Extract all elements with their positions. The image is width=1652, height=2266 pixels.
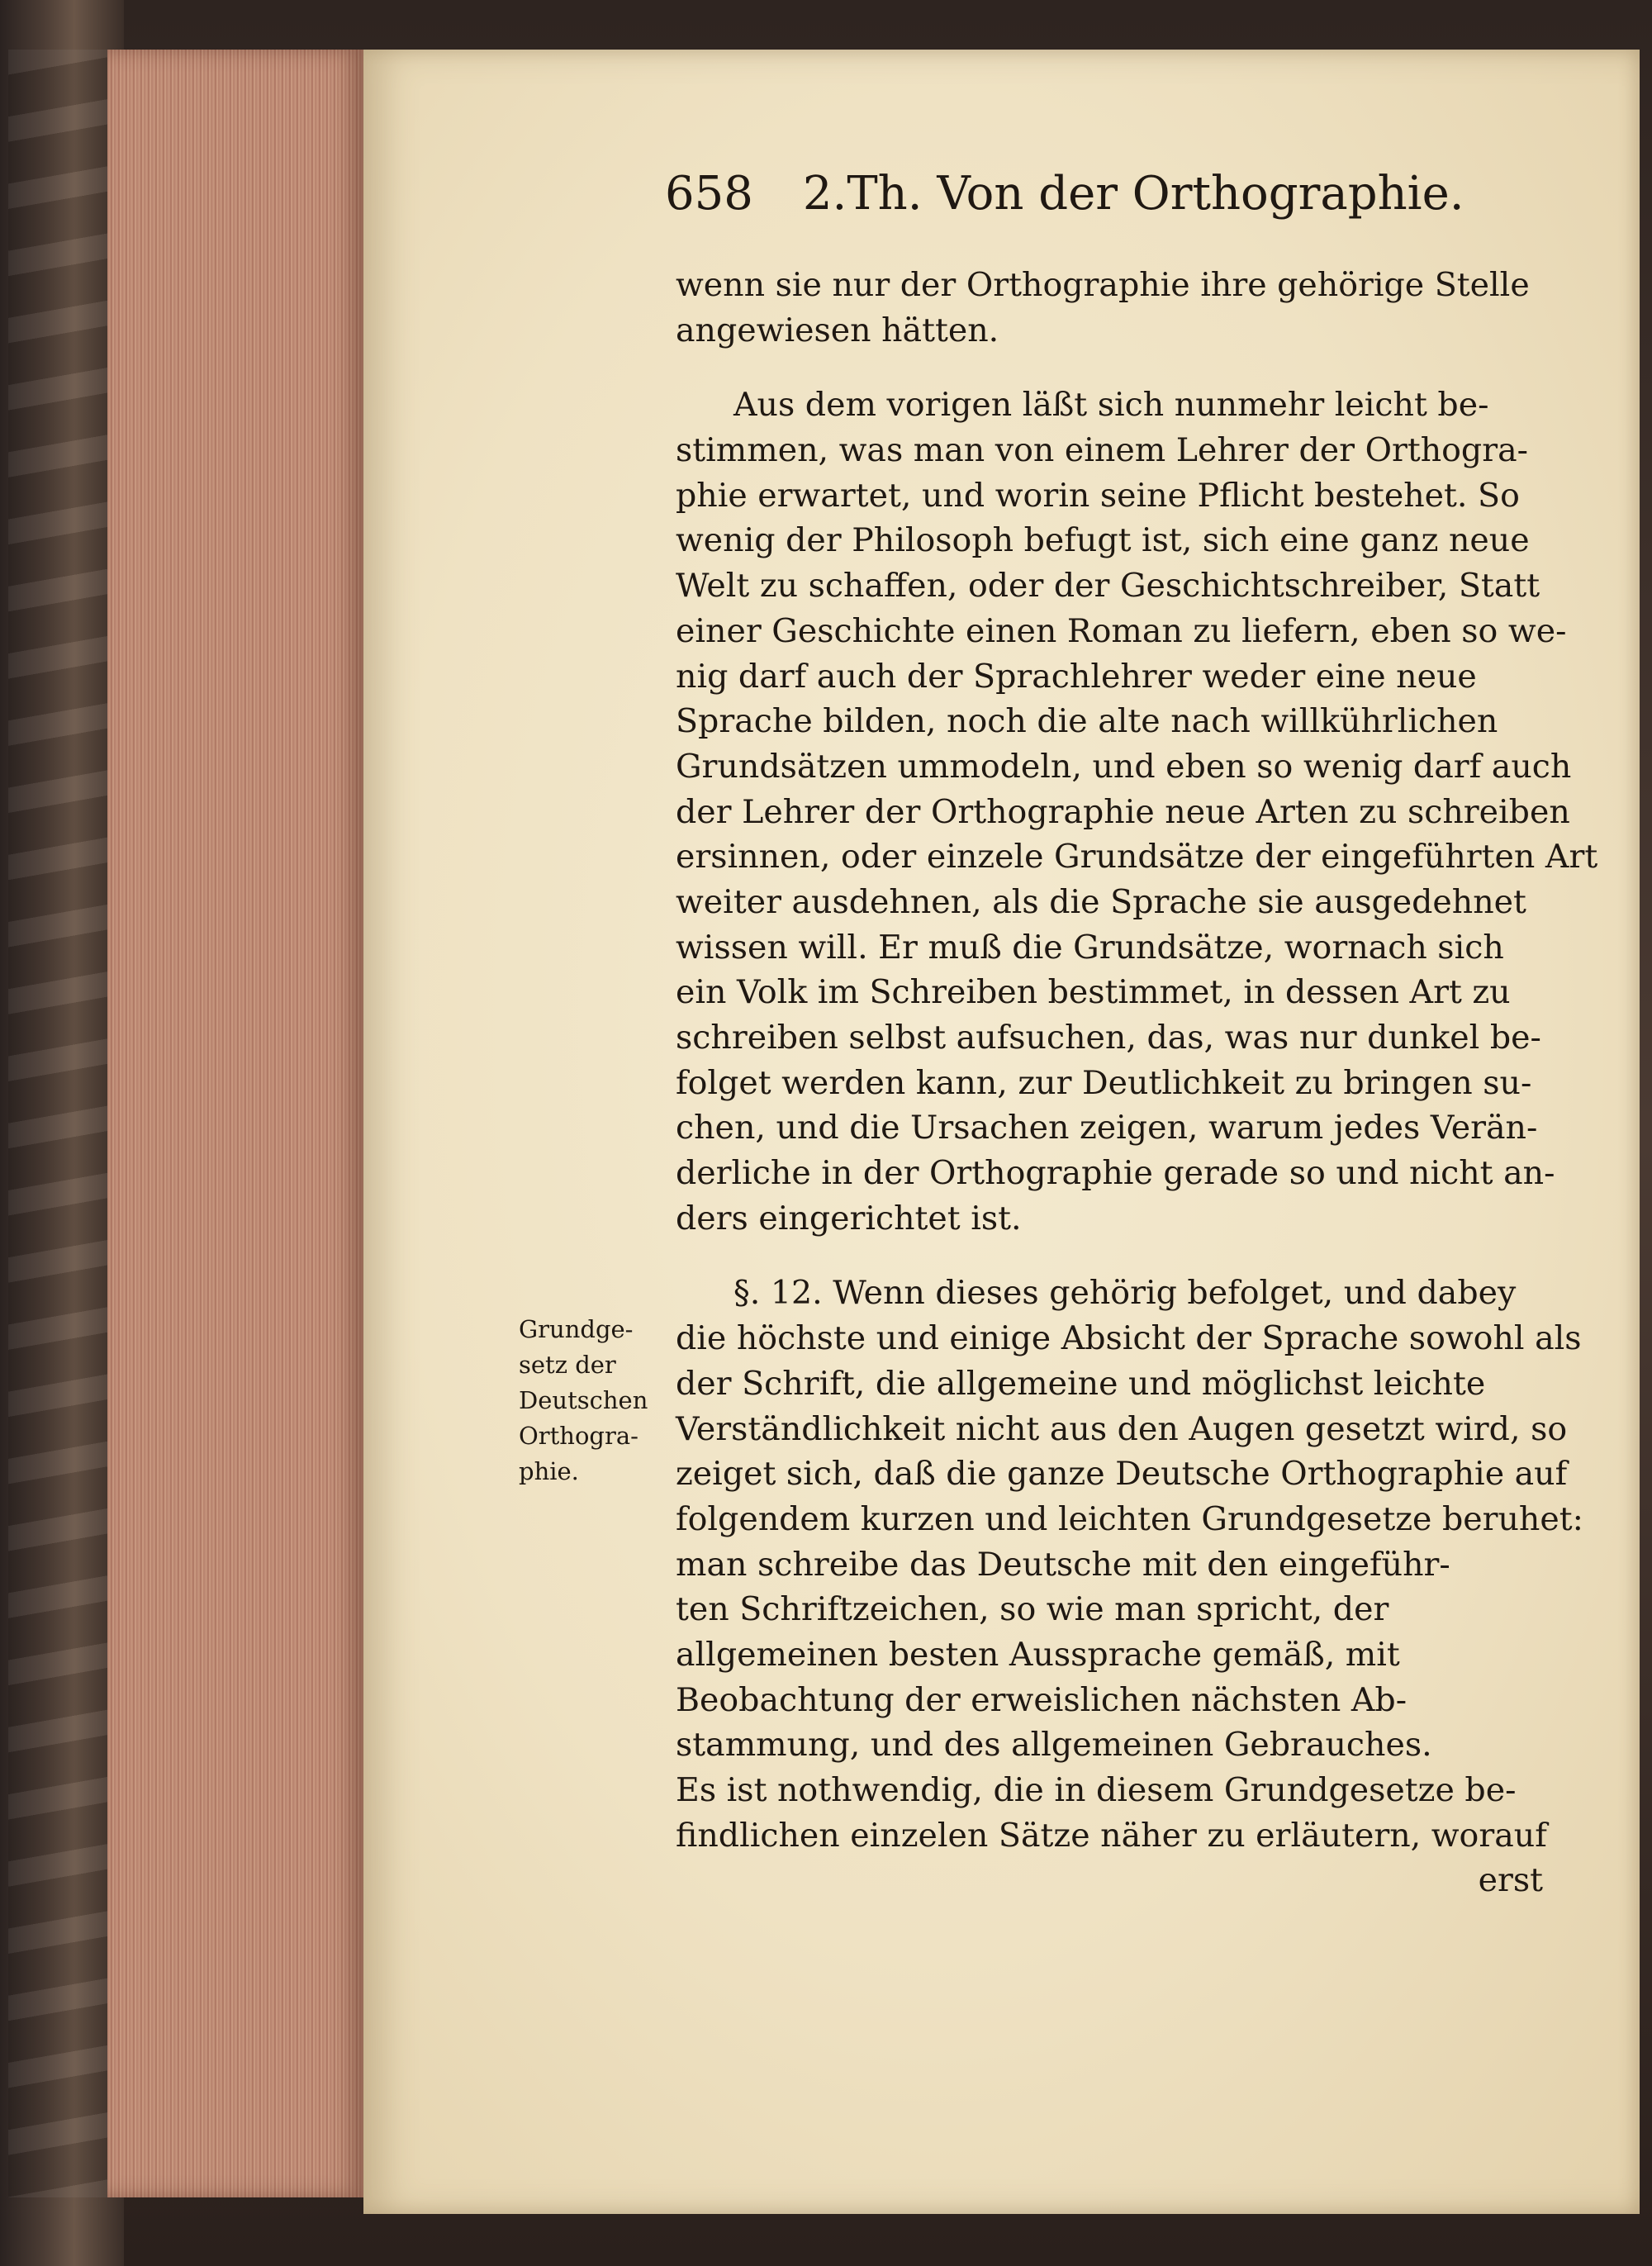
text-line: folgendem kurzen und leichten Grundgesetze beruhet: — [676, 1499, 1583, 1538]
marginal-note-line: Deutschen — [519, 1386, 648, 1414]
marginal-note-line: Grundge- — [519, 1315, 634, 1343]
text-line: derliche in der Orthographie gerade so und nicht an- — [676, 1154, 1555, 1193]
main-text — [676, 263, 1598, 1903]
text-line: der Lehrer der Orthographie neue Arten zu schreiben — [676, 792, 1570, 831]
text-line: wissen will. Er muß die Grundsätze, wornach sich — [676, 928, 1504, 967]
text-line: ersinnen, oder einzele Grundsätze der eingeführten Art — [676, 838, 1598, 876]
running-header — [665, 165, 1464, 223]
text-line: angewiesen hätten. — [676, 311, 999, 349]
text-line: schreiben selbst aufsuchen, das, was nur dunkel be- — [676, 1019, 1541, 1057]
text-line: folget werden kann, zur Deutlichkeit zu bringen su- — [676, 1063, 1532, 1102]
text-line: Welt zu schaffen, oder der Geschichtschreiber, Statt — [676, 567, 1540, 606]
text-line: findlichen einzelen Sätze näher zu erläutern, worauf — [676, 1816, 1547, 1855]
text-line: Aus dem vorigen läßt sich nunmehr leicht be- — [733, 386, 1489, 425]
marginal-note-line: setz der — [519, 1351, 616, 1379]
catchword: erst — [1478, 1861, 1543, 1900]
section-12-first-line: §. 12. Wenn dieses gehörig befolget, und dabey — [733, 1274, 1517, 1313]
text-line: einer Geschichte einen Roman zu liefern, eben so we- — [676, 611, 1567, 650]
text-line: phie erwartet, und worin seine Pflicht bestehet. So — [676, 476, 1520, 515]
text-line: wenig der Philosoph befugt ist, sich eine ganz neue — [676, 521, 1530, 560]
text-line: die höchste und einige Absicht der Sprache sowohl als — [676, 1319, 1582, 1358]
text-line: Grundsätzen ummodeln, und eben so wenig darf auch — [676, 747, 1572, 786]
text-line: ein Volk im Schreiben bestimmet, in dessen Art zu — [676, 973, 1511, 1012]
text-line: weiter ausdehnen, als die Sprache sie ausgedehnet — [676, 882, 1526, 921]
marginal-note-line: Orthogra- — [519, 1422, 638, 1450]
text-line: ders eingerichtet ist. — [676, 1199, 1022, 1238]
book-cover-edge — [0, 0, 124, 2266]
text-line: der Schrift, die allgemeine und möglichst leichte — [676, 1364, 1486, 1403]
running-title: 2.Th. Von der Orthographie. — [802, 167, 1464, 221]
text-line: Es ist nothwendig, die in diesem Grundgesetze be- — [676, 1771, 1517, 1809]
marginal-note-line: phie. — [519, 1457, 579, 1485]
text-line: nig darf auch der Sprachlehrer weder eine neue — [676, 657, 1477, 696]
text-line: allgemeinen besten Aussprache gemäß, mit — [676, 1635, 1400, 1674]
text-line: chen, und die Ursachen zeigen, warum jedes Verän- — [676, 1109, 1538, 1147]
text-line: Sprache bilden, noch die alte nach willkührlichen — [676, 702, 1498, 741]
text-line: Verständlichkeit nicht aus den Augen gesetzt wird, so — [676, 1409, 1568, 1448]
text-line: stammung, und des allgemeinen Gebrauches. — [676, 1726, 1432, 1765]
text-line: stimmen, was man von einem Lehrer der Orthogra- — [676, 431, 1528, 470]
text-line: Beobachtung der erweislichen nächsten Ab- — [676, 1680, 1408, 1719]
text-line: ten Schriftzeichen, so wie man spricht, der — [676, 1590, 1389, 1629]
page-number: 658 — [665, 167, 753, 221]
text-line: man schreibe das Deutsche mit den eingeführ- — [676, 1545, 1450, 1584]
marginal-note — [519, 1312, 648, 1489]
text-line: wenn sie nur der Orthographie ihre gehörige Stelle — [676, 266, 1530, 304]
text-line: zeiget sich, daß die ganze Deutsche Orthographie auf — [676, 1455, 1568, 1494]
page-edges — [107, 50, 363, 2197]
